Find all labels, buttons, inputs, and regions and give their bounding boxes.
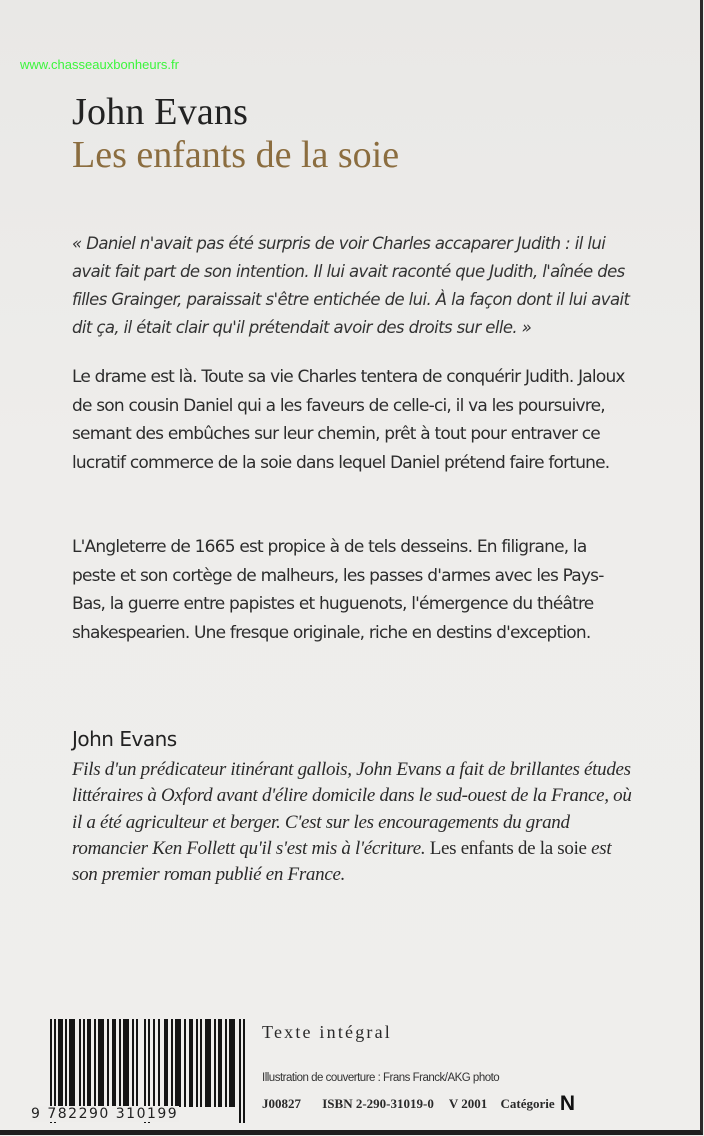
category-label: Catégorie bbox=[500, 1096, 555, 1111]
illustration-credit: Illustration de couverture : Frans Franck/AKG photo bbox=[262, 1072, 500, 1084]
publication-codes bbox=[262, 1092, 575, 1116]
summary-paragraph-2: L'Angleterre de 1665 est propice à de tels desseins. En filigrane, la peste et son cortège de malheurs, les passes d'armes avec les Pays-Bas, la guerre entre papistes et huguenots, l'émergence du théâtre shakespearien. Une fresque originale, riche en destins d'exception. bbox=[72, 537, 604, 643]
bio-text-1: Fils d'un prédicateur itinérant gallois, John Evans a fait de brillantes études littéraires à Oxford avant d'élire domicile dans le sud-ouest de la France, où il a été agriculteur et berger. C'est sur les encouragements du grand romancier Ken Follett qu'il s'est mis à l'écriture. bbox=[72, 759, 632, 859]
bio-book-title: Les enfants de la soie bbox=[425, 837, 592, 859]
version-date: V 2001 bbox=[448, 1096, 488, 1111]
barcode-digits-text: 9 782290 310199 bbox=[31, 1106, 179, 1122]
category-letter: N bbox=[559, 1092, 576, 1115]
author-name: John Evans bbox=[72, 91, 249, 133]
bio-author-name: John Evans bbox=[72, 727, 177, 751]
publisher-code: J00827 bbox=[262, 1096, 301, 1111]
author-biography bbox=[72, 757, 632, 888]
texte-integral-label: Texte intégral bbox=[262, 1022, 392, 1042]
excerpt-quote: « Daniel n'avait pas été surpris de voir Charles accaparer Judith : il lui avait fait part de son intention. Il lui avait raconté que Judith, l'aînée des filles Grainger, paraissait s'être entichée de lui. À la façon dont il lui avait dit ça, il était clair qu'il prétendait avoir des droits sur elle. » bbox=[72, 234, 630, 337]
watermark-url: www.chasseauxbonheurs.fr bbox=[20, 57, 179, 72]
isbn: ISBN 2-290-31019-0 bbox=[322, 1096, 434, 1111]
barcode-number bbox=[30, 1106, 179, 1122]
bio-text-2: est son premier roman publié en France. bbox=[72, 837, 612, 886]
summary-paragraph-1: Le drame est là. Toute sa vie Charles tentera de conquérir Judith. Jaloux de son cousin Daniel qui a les faveurs de celle-ci, il va les poursuivre, semant des embûches sur leur chemin, prêt à tout pour entraver ce lucratif commerce de la soie dans lequel Daniel prétend faire fortune. bbox=[72, 367, 625, 473]
book-title: Les enfants de la soie bbox=[72, 134, 400, 176]
